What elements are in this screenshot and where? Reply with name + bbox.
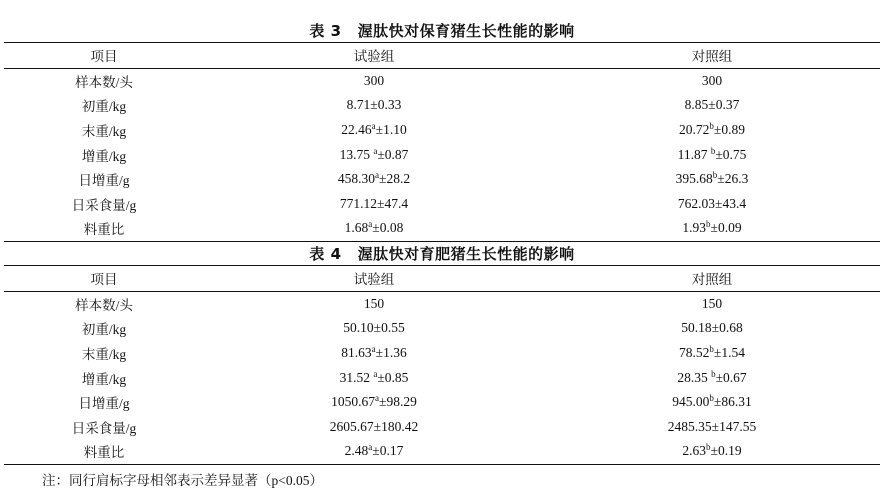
control-group-cell: [544, 192, 880, 217]
table-3-header-row: [4, 43, 880, 69]
significance-superscript: a: [371, 121, 376, 132]
cell-mean: 1.93: [682, 220, 707, 236]
cell-mean: 2.48: [344, 443, 369, 459]
footnote: 注：同行肩标字母相邻表示差异显著（p<0.05）: [42, 473, 323, 488]
row-label: 末重/kg: [81, 124, 127, 140]
table-row: [4, 291, 880, 316]
cell-sd: ±98.29: [379, 394, 417, 410]
table-4-body: [4, 291, 880, 464]
table-4-caption-number: 表 4: [309, 245, 342, 263]
cell-mean: 78.52: [679, 345, 710, 361]
table-4-header-control: 对照组: [691, 272, 733, 288]
table-4-caption: [4, 243, 880, 265]
table-3-caption-number: 表 3: [309, 22, 342, 40]
cell-sd: ±0.19: [710, 443, 742, 459]
cell-mean: 8.85: [684, 97, 709, 113]
cell-sd: ±0.09: [710, 220, 742, 236]
cell-mean: 150: [701, 295, 723, 311]
table-row: [4, 167, 880, 192]
significance-superscript: a: [373, 145, 378, 156]
table-3-body: [4, 68, 880, 241]
test-group-cell: [204, 341, 544, 366]
cell-sd: ±180.42: [373, 418, 419, 434]
cell-sd: ±1.54: [713, 345, 745, 361]
significance-superscript: b: [709, 344, 714, 355]
test-group-cell: [204, 192, 544, 217]
cell-mean: 300: [701, 72, 723, 88]
row-label: 增重/kg: [81, 371, 127, 387]
significance-superscript: a: [375, 170, 380, 181]
row-label: 初重/kg: [81, 99, 127, 115]
control-group-cell: [544, 142, 880, 167]
cell-mean: 2485.35: [667, 418, 712, 434]
table-row: [4, 341, 880, 366]
significance-superscript: a: [368, 219, 373, 230]
cell-mean: 81.63: [341, 345, 372, 361]
row-label: 日增重/g: [78, 173, 130, 189]
control-group-cell: [544, 316, 880, 341]
cell-mean: 20.72: [679, 122, 710, 138]
table-3: [4, 42, 880, 242]
cell-mean: 13.75: [339, 146, 374, 162]
control-group-cell: [544, 167, 880, 192]
cell-mean: 300: [363, 72, 385, 88]
cell-mean: 28.35: [677, 369, 712, 385]
table-row: [4, 93, 880, 118]
test-group-cell: [204, 439, 544, 464]
row-label: 增重/kg: [81, 148, 127, 164]
control-group-cell: [544, 118, 880, 143]
cell-sd: ±0.75: [715, 146, 747, 162]
table-row: [4, 316, 880, 341]
table-4-caption-title: 渥肽快对育肥猪生长性能的影响: [357, 245, 575, 263]
cell-sd: ±0.37: [708, 97, 740, 113]
significance-superscript: a: [373, 368, 378, 379]
significance-superscript: a: [371, 344, 376, 355]
row-label: 料重比: [83, 445, 125, 461]
table-4-header-row: [4, 266, 880, 292]
cell-sd: ±26.3: [717, 171, 749, 187]
control-group-cell: [544, 93, 880, 118]
table-3-header-control: 对照组: [691, 49, 733, 65]
cell-sd: ±0.55: [373, 320, 405, 336]
control-group-cell: [544, 415, 880, 440]
cell-mean: 1050.67: [331, 394, 376, 410]
significance-superscript: b: [712, 170, 718, 181]
table-4-block: [4, 243, 880, 465]
significance-superscript: b: [706, 219, 711, 230]
cell-sd: ±0.08: [372, 220, 404, 236]
table-row: [4, 390, 880, 415]
cell-sd: ±0.68: [711, 320, 743, 336]
table-row: [4, 439, 880, 464]
table-row: [4, 192, 880, 217]
test-group-cell: [204, 68, 544, 93]
significance-superscript: b: [706, 442, 711, 453]
cell-sd: ±0.87: [377, 146, 409, 162]
cell-sd: ±147.55: [711, 418, 757, 434]
significance-superscript: b: [709, 121, 714, 132]
cell-mean: 762.03: [677, 195, 716, 211]
cell-sd: ±28.2: [379, 171, 411, 187]
test-group-cell: [204, 118, 544, 143]
cell-mean: 8.71: [346, 97, 371, 113]
cell-sd: ±86.31: [713, 394, 752, 410]
control-group-cell: [544, 439, 880, 464]
test-group-cell: [204, 93, 544, 118]
table-3-caption: [4, 20, 880, 42]
cell-mean: 11.87: [677, 146, 711, 162]
table-row: [4, 415, 880, 440]
cell-mean: 150: [363, 295, 385, 311]
test-group-cell: [204, 167, 544, 192]
row-label: 日采食量/g: [71, 420, 137, 436]
cell-sd: ±0.67: [715, 369, 747, 385]
cell-mean: 458.30: [337, 171, 376, 187]
cell-mean: 50.10: [343, 320, 374, 336]
table-3-header-item: 项目: [90, 49, 118, 65]
significance-superscript: a: [375, 393, 380, 404]
row-label: 末重/kg: [81, 347, 127, 363]
table-4: [4, 265, 880, 465]
cell-mean: 2.63: [682, 443, 707, 459]
table-4-header-item: 项目: [90, 272, 118, 288]
control-group-cell: [544, 68, 880, 93]
table-row: [4, 68, 880, 93]
cell-mean: 771.12: [339, 195, 378, 211]
table-4-header-test: 试验组: [353, 272, 395, 288]
cell-sd: ±0.17: [372, 443, 404, 459]
cell-mean: 2605.67: [329, 418, 374, 434]
cell-sd: ±1.36: [375, 345, 407, 361]
row-label: 样本数/头: [75, 297, 133, 313]
row-label: 样本数/头: [75, 74, 133, 90]
table-row: [4, 142, 880, 167]
significance-superscript: b: [711, 368, 716, 379]
test-group-cell: [204, 142, 544, 167]
significance-superscript: b: [710, 145, 716, 156]
test-group-cell: [204, 415, 544, 440]
table-3-caption-title: 渥肽快对保育猪生长性能的影响: [357, 22, 575, 40]
test-group-cell: [204, 291, 544, 316]
control-group-cell: [544, 216, 880, 241]
row-label: 初重/kg: [81, 322, 127, 338]
table-3-header-test: 试验组: [353, 49, 395, 65]
table-row: [4, 118, 880, 143]
test-group-cell: [204, 390, 544, 415]
test-group-cell: [204, 316, 544, 341]
cell-sd: ±43.4: [715, 195, 747, 211]
cell-sd: ±0.89: [713, 122, 745, 138]
row-label: 日采食量/g: [71, 197, 137, 213]
table-row: [4, 216, 880, 241]
cell-mean: 945.00: [672, 394, 710, 410]
table-3-block: [4, 20, 880, 242]
control-group-cell: [544, 291, 880, 316]
cell-sd: ±0.33: [370, 97, 402, 113]
significance-superscript: b: [709, 393, 714, 404]
control-group-cell: [544, 365, 880, 390]
test-group-cell: [204, 216, 544, 241]
cell-mean: 1.68: [344, 220, 369, 236]
row-label: 料重比: [83, 222, 125, 238]
cell-sd: ±0.85: [377, 369, 409, 385]
row-label: 日增重/g: [78, 396, 130, 412]
cell-sd: ±1.10: [375, 122, 407, 138]
control-group-cell: [544, 341, 880, 366]
cell-mean: 50.18: [681, 320, 712, 336]
control-group-cell: [544, 390, 880, 415]
cell-mean: 22.46: [341, 122, 372, 138]
test-group-cell: [204, 365, 544, 390]
significance-superscript: a: [368, 442, 373, 453]
cell-sd: ±47.4: [377, 195, 409, 211]
cell-mean: 395.68: [675, 171, 713, 187]
table-row: [4, 365, 880, 390]
cell-mean: 31.52: [339, 369, 374, 385]
